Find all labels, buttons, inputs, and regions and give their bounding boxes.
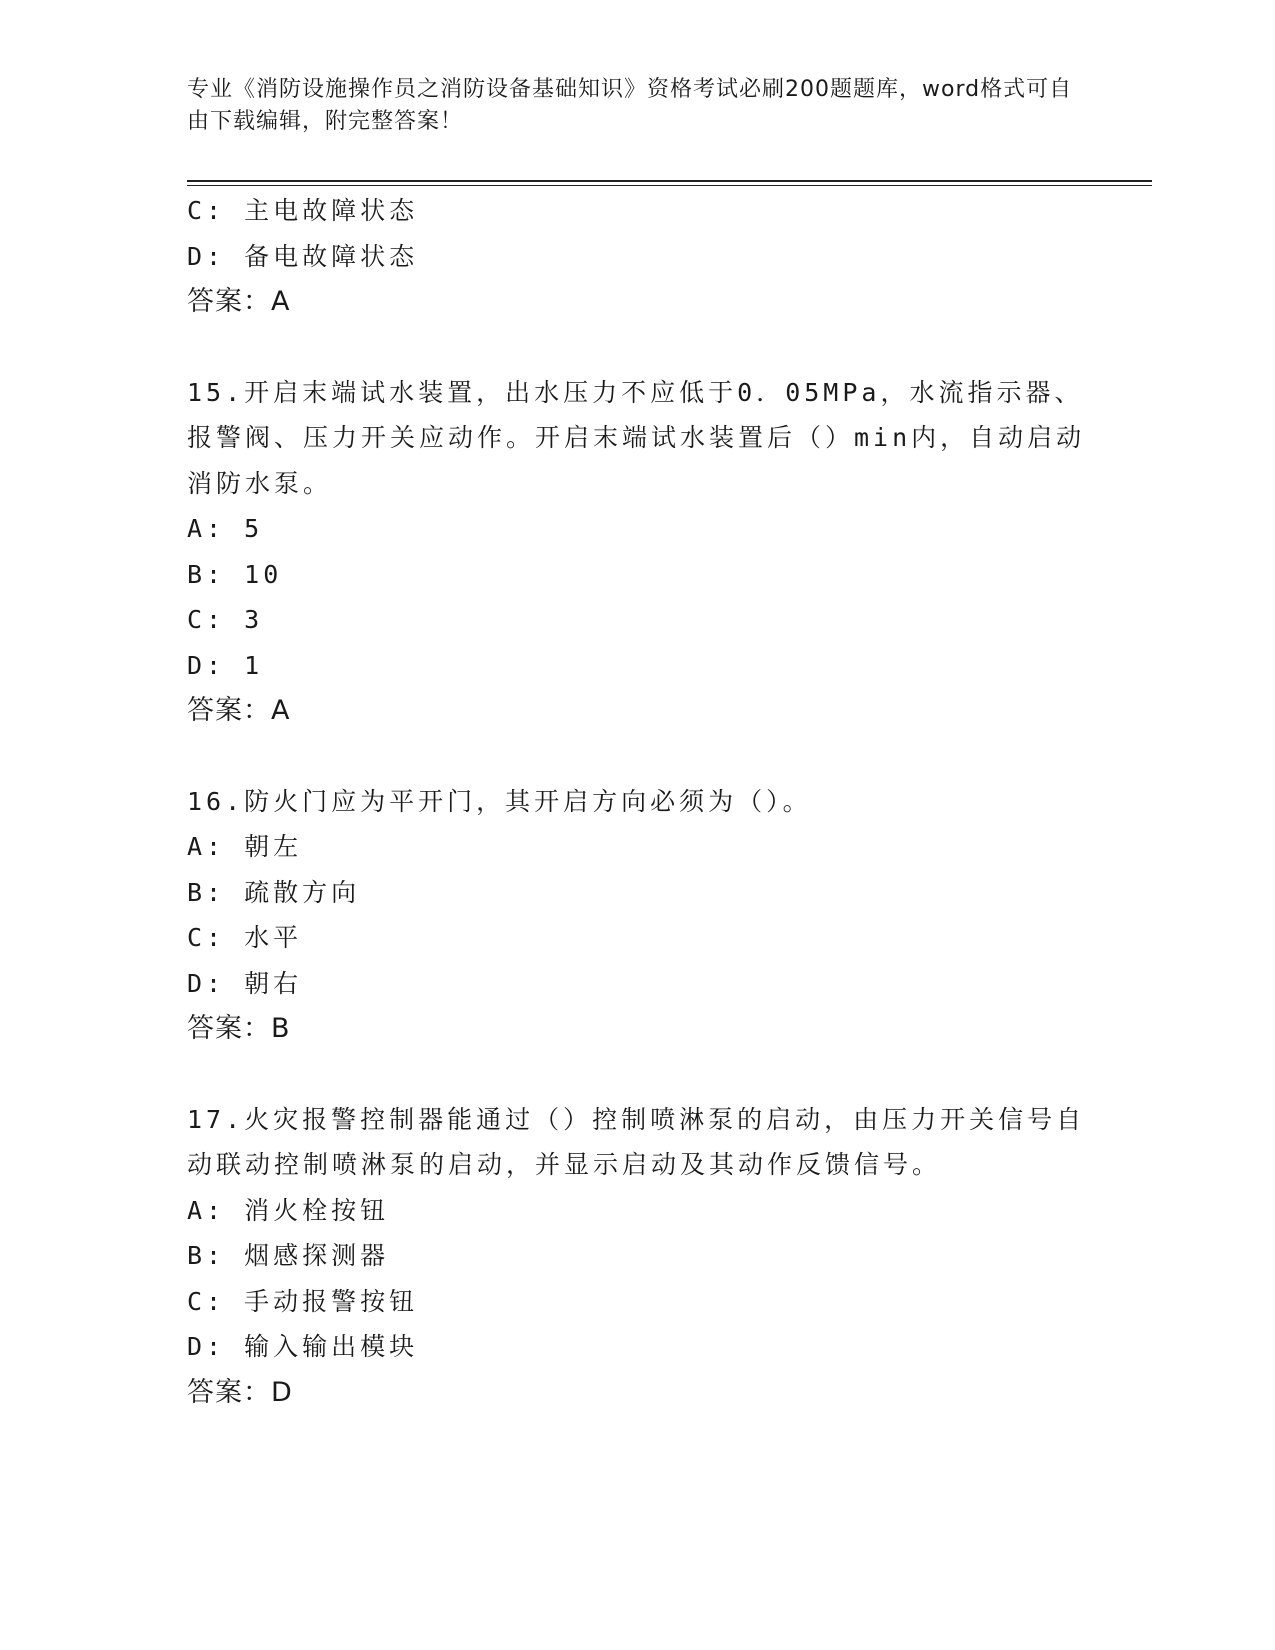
option-b: B: 10 <box>187 559 283 589</box>
option-b: B: 疏散方向 <box>187 877 361 907</box>
option-d: D: 朝右 <box>187 968 303 998</box>
question-content <box>187 188 1087 1415</box>
option-c: C: 水平 <box>187 923 303 952</box>
question-17 <box>187 1097 1087 1416</box>
option-c: C: 主电故障状态 <box>187 196 419 225</box>
option-c: C: 手动报警按钮 <box>187 1286 419 1316</box>
answer: 答案：A <box>187 695 291 726</box>
page-header: 专业《消防设施操作员之消防设备基础知识》资格考试必刷200题题库，word格式可自由下载编辑，附完整答案！ <box>187 77 1073 134</box>
option-c: C: 3 <box>187 605 264 634</box>
header-divider-thin <box>187 185 1152 186</box>
option-d: D: 备电故障状态 <box>187 241 419 271</box>
answer: 答案：A <box>187 286 291 317</box>
question-16 <box>187 779 1087 1052</box>
answer: 答案：D <box>187 1376 293 1408</box>
question-stem: 17.火灾报警控制器能通过（）控制喷淋泵的启动，由压力开关信号自动联动控制喷淋泵的启动，并显示启动及其动作反馈信号。 <box>187 1104 1086 1179</box>
option-d: D: 1 <box>187 650 264 680</box>
header-divider <box>187 180 1152 182</box>
question-stem: 16.防火门应为平开门，其开启方向必须为（）。 <box>187 786 812 816</box>
question-stem: 15.开启末端试水装置，出水压力不应低于0．05MPa，水流指示器、报警阀、压力开关应动作。开启末端试水装置后（）min内，自动启动消防水泵。 <box>187 377 1086 498</box>
carryover-question <box>187 188 1087 325</box>
question-15 <box>187 370 1087 734</box>
answer: 答案：B <box>187 1013 291 1044</box>
option-a: A: 朝左 <box>187 832 303 861</box>
option-a: A: 消火栓按钮 <box>187 1195 390 1225</box>
option-b: B: 烟感探测器 <box>187 1241 390 1270</box>
option-d: D: 输入输出模块 <box>187 1332 419 1361</box>
option-a: A: 5 <box>187 514 264 543</box>
